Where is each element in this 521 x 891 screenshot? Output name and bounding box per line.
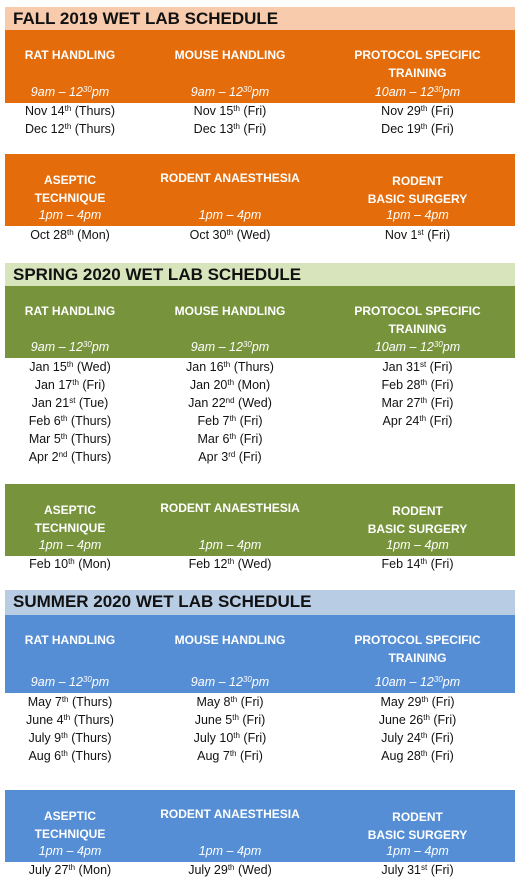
session-date: June 26th (Fri) [378, 713, 457, 727]
session-date: Aug 6th (Thurs) [28, 749, 112, 763]
date-list [145, 861, 315, 879]
date-list [145, 226, 315, 244]
date-list [145, 555, 315, 573]
session-date: Nov 14th (Thurs) [24, 104, 116, 118]
section-title [5, 263, 515, 288]
session-date: Aug 7th (Fri) [197, 749, 263, 763]
session-date: Jan 31st (Fri) [382, 360, 453, 374]
session-date: July 31st (Fri) [381, 863, 454, 877]
section-title-text: SUMMER 2020 WET LAB SCHEDULE [13, 592, 312, 611]
course-time: 1pm – 4pm [386, 844, 449, 858]
session-date: July 27th (Mon) [28, 863, 112, 877]
session-date: Jan 17th (Fri) [34, 378, 106, 392]
course-time: 1pm – 4pm [198, 208, 262, 222]
course-name: ASEPTIC TECHNIQUE [34, 173, 106, 205]
date-list [320, 693, 515, 765]
session-date: Dec 13th (Fri) [193, 122, 267, 136]
session-date: July 29th (Wed) [188, 863, 272, 877]
course-name: PROTOCOL SPECIFIC TRAINING [354, 633, 481, 665]
session-date: Nov 15th (Fri) [193, 104, 267, 118]
session-date: Feb 12th (Wed) [188, 557, 272, 571]
course-name: MOUSE HANDLING [174, 48, 286, 62]
date-list [145, 358, 315, 466]
course-header-band [5, 154, 515, 226]
course-name: RODENT BASIC SURGERY [367, 504, 468, 536]
course-name: RAT HANDLING [24, 633, 116, 647]
session-date: Apr 2nd (Thurs) [28, 450, 112, 464]
date-list [145, 102, 315, 138]
date-list [5, 102, 135, 138]
date-list [145, 693, 315, 765]
course-name: RODENT BASIC SURGERY [367, 810, 468, 842]
course-time: $10am - 12^{30}pm$ [374, 340, 461, 354]
session-date: Nov 1st (Fri) [384, 228, 451, 242]
course-header-band [5, 790, 515, 862]
course-time: 1pm – 4pm [386, 538, 449, 552]
session-date: May 7th (Thurs) [27, 695, 113, 709]
session-date: Jan 21st (Tue) [31, 396, 109, 410]
date-list [320, 358, 515, 430]
course-time: 1pm – 4pm [198, 538, 262, 552]
date-list [5, 693, 135, 765]
session-date: June 4th (Thurs) [26, 713, 114, 727]
course-name: MOUSE HANDLING [174, 633, 286, 647]
session-date: July 24th (Fri) [381, 731, 454, 745]
course-time: $9am - 12^{30}pm$ [190, 85, 270, 99]
course-name: RODENT ANAESTHESIA [160, 501, 300, 515]
date-list [320, 861, 515, 879]
date-list [5, 555, 135, 573]
course-header-band [5, 484, 515, 556]
session-date: Aug 28th (Fri) [381, 749, 454, 763]
date-list [5, 226, 135, 244]
course-time: $10am - 12^{30}pm$ [374, 675, 461, 689]
section-title-text: FALL 2019 WET LAB SCHEDULE [13, 9, 279, 28]
session-date: May 8th (Fri) [196, 695, 264, 709]
section-title-text: SPRING 2020 WET LAB SCHEDULE [13, 265, 302, 284]
course-time: $9am - 12^{30}pm$ [30, 340, 110, 354]
session-date: Mar 6th (Fri) [197, 432, 263, 446]
course-time: $9am - 12^{30}pm$ [190, 340, 270, 354]
course-time: 1pm – 4pm [198, 844, 262, 858]
date-list [5, 358, 135, 466]
course-header-band [5, 615, 515, 693]
course-name: RAT HANDLING [24, 48, 116, 62]
session-date: Oct 30th (Wed) [189, 228, 271, 242]
course-time: $9am - 12^{30}pm$ [30, 675, 110, 689]
course-time: $10am - 12^{30}pm$ [374, 85, 461, 99]
session-date: Apr 3rd (Fri) [198, 450, 262, 464]
course-name: RODENT ANAESTHESIA [160, 171, 300, 185]
session-date: Apr 24th (Fri) [382, 414, 453, 428]
session-date: Feb 7th (Fri) [197, 414, 263, 428]
course-name: RODENT ANAESTHESIA [160, 807, 300, 821]
date-list [320, 102, 515, 138]
course-name: RODENT BASIC SURGERY [367, 174, 468, 206]
session-date: May 29th (Fri) [380, 695, 455, 709]
course-time: 1pm – 4pm [38, 844, 102, 858]
session-date: Feb 10th (Mon) [29, 557, 111, 571]
session-date: Feb 14th (Fri) [381, 557, 454, 571]
course-header-band [5, 286, 515, 358]
course-time: 1pm – 4pm [38, 208, 102, 222]
course-name: ASEPTIC TECHNIQUE [34, 503, 106, 535]
course-name: RAT HANDLING [24, 304, 116, 318]
course-name: PROTOCOL SPECIFIC TRAINING [354, 304, 481, 336]
session-date: Nov 29th (Fri) [381, 104, 454, 118]
session-date: Dec 12th (Thurs) [24, 122, 116, 136]
course-time: $9am - 12^{30}pm$ [190, 675, 270, 689]
session-date: Oct 28th (Mon) [30, 228, 110, 242]
session-date: June 5th (Fri) [194, 713, 266, 727]
session-date: July 10th (Fri) [193, 731, 267, 745]
session-date: Jan 22nd (Wed) [188, 396, 272, 410]
course-name: ASEPTIC TECHNIQUE [34, 809, 106, 841]
session-date: Jan 16th (Thurs) [186, 360, 274, 374]
date-list [5, 861, 135, 879]
section-title [5, 590, 515, 615]
date-list [320, 226, 515, 244]
session-date: Feb 28th (Fri) [381, 378, 454, 392]
session-date: Feb 6th (Thurs) [28, 414, 112, 428]
session-date: July 9th (Thurs) [28, 731, 112, 745]
session-date: Dec 19th (Fri) [381, 122, 454, 136]
course-name: PROTOCOL SPECIFIC TRAINING [354, 48, 481, 80]
course-time: 1pm – 4pm [38, 538, 102, 552]
session-date: Mar 27th (Fri) [381, 396, 454, 410]
section-title [5, 7, 515, 32]
session-date: Jan 15th (Wed) [29, 360, 111, 374]
course-time: 1pm – 4pm [386, 208, 449, 222]
date-list [320, 555, 515, 573]
course-name: MOUSE HANDLING [174, 304, 286, 318]
session-date: Jan 20th (Mon) [189, 378, 271, 392]
session-date: Mar 5th (Thurs) [28, 432, 112, 446]
course-time: $9am - 12^{30}pm$ [30, 85, 110, 99]
course-header-band [5, 30, 515, 103]
